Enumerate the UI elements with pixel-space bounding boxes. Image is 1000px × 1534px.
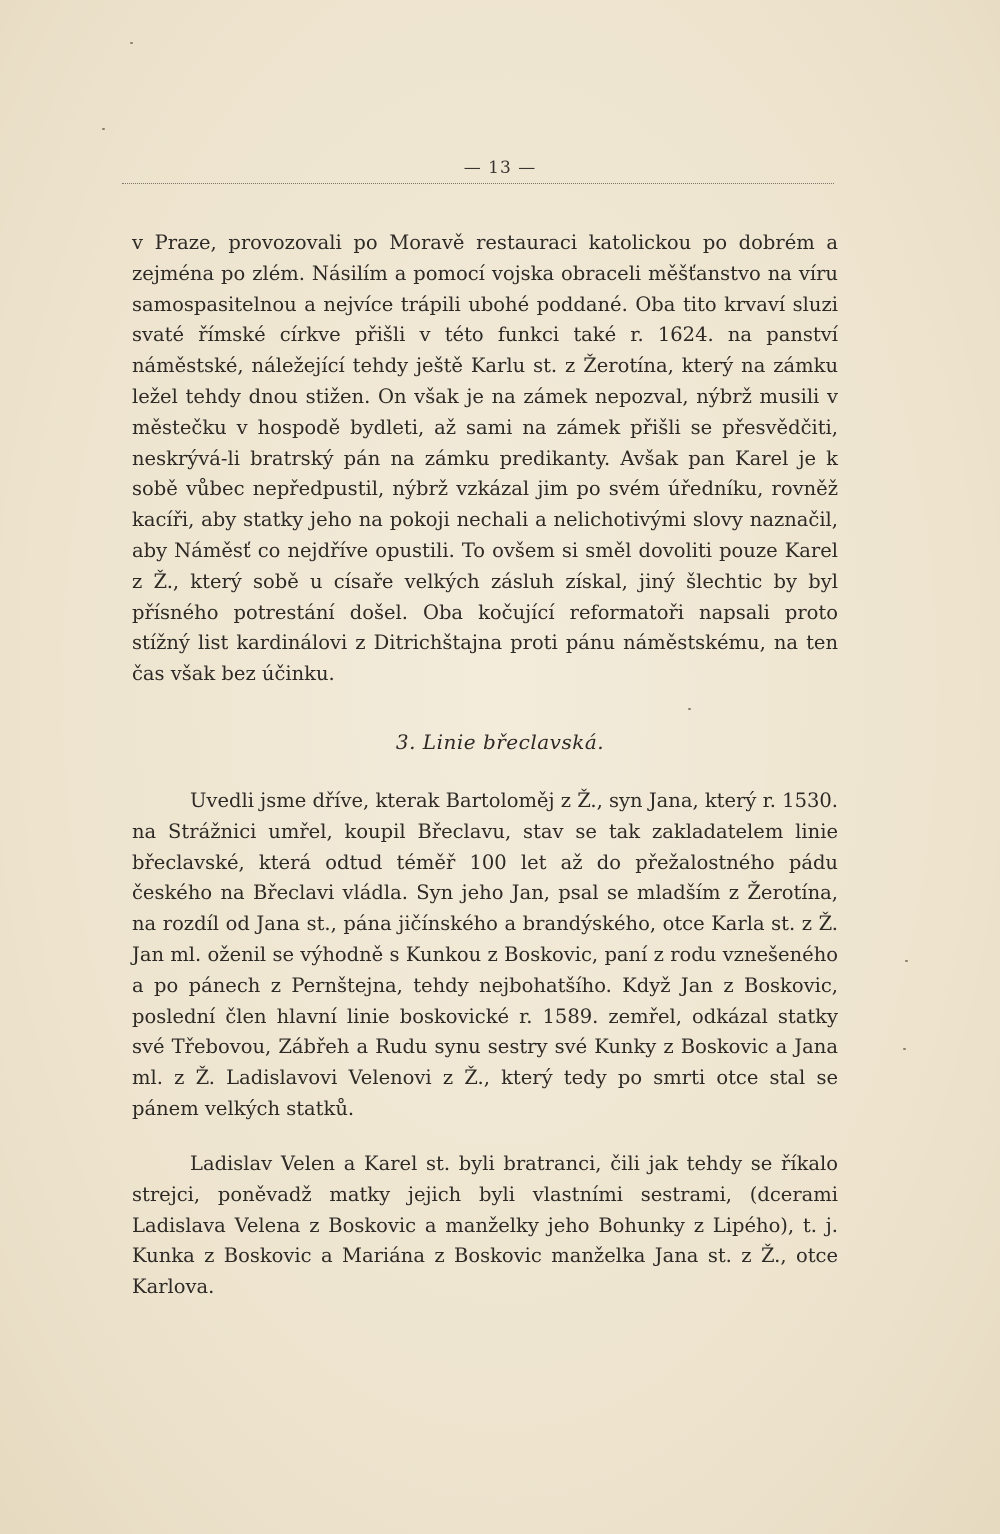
- paragraph-2: Uvedli jsme dříve, kterak Bartoloměj z Ž., syn Jana, který r. 1530. na Strážnici umřel, koupil Břeclavu, stav se tak zakladatelem linie břeclavské, která odtud téměř 100 let až do přežalostného pádu českého na Břeclavi vládla. Syn jeho Jan, psal se mladším z Žerotína, na rozdíl od Jana st., pána jičínského a brandýského, otce Karla st. z Ž. Jan ml. oženil se výhodně s Kunkou z Boskovic, paní z rodu vznešeného a po pánech z Pernštejna, tehdy nejbohatšího. Když Jan z Boskovic, poslední člen hlavní linie boskovické r. 1589. zemřel, odkázal statky své Třebovou, Zábřeh a Rudu synu sestry své Kunky z Boskovic a Jana ml. z Ž. Ladislavovi Velenovi z Ž., který tedy po smrti otce stal se pánem velkých statků.: [132, 789, 838, 1120]
- paper-speck: [903, 1048, 906, 1050]
- page-number: — 13 —: [463, 158, 537, 178]
- section-heading: 3. Linie břeclavská.: [395, 730, 605, 754]
- header-divider: [122, 183, 834, 184]
- paper-speck: [130, 42, 133, 44]
- paper-speck: [905, 960, 908, 962]
- paragraph-3: Ladislav Velen a Karel st. byli bratranci, čili jak tehdy se říkalo strejci, poněvadž matky jejich byli vlastními sestrami, (dcerami Ladislava Velena z Boskovic a manželky jeho Bohunky z Lipého), t. j. Kunka z Boskovic a Mariána z Boskovic manželka Jana st. z Ž., otce Karlova.: [132, 1152, 838, 1299]
- paper-speck: [102, 128, 105, 130]
- paper-speck: [688, 708, 691, 710]
- paragraph-1: v Praze, provozovali po Moravě restauraci katolickou po dobrém a zejména po zlém. Násilím a pomocí vojska obraceli měšťanstvo na víru samospasitelnou a nejvíce trápili ubohé poddané. Oba tito krvaví sluzi svaté římské církve přišli v této funkci také r. 1624. na panství náměstské, náležející tehdy ještě Karlu st. z Žerotína, který na zámku ležel tehdy dnou stižen. On však je na zámek nepozval, nýbrž musili v městečku v hospodě bydleti, až sami na zámek přišli se přesvědčiti, neskrývá-li bratrský pán na zámku predikanty. Avšak pan Karel je k sobě vůbec nepředpustil, nýbrž vzkázal jim po svém úředníku, rovněž kacíři, aby statky jeho na pokoji nechali a nelichotivými slovy naznačil, aby Náměsť co nejdříve opustili. To ovšem si směl dovoliti pouze Karel z Ž., který sobě u císaře velkých zásluh získal, jiný šlechtic by byl přísného potrestání došel. Oba kočující reformatoři napsali proto stížný list kardinálovi z Ditrichštajna proti pánu náměstskému, na ten čas však bez účinku.: [132, 231, 838, 686]
